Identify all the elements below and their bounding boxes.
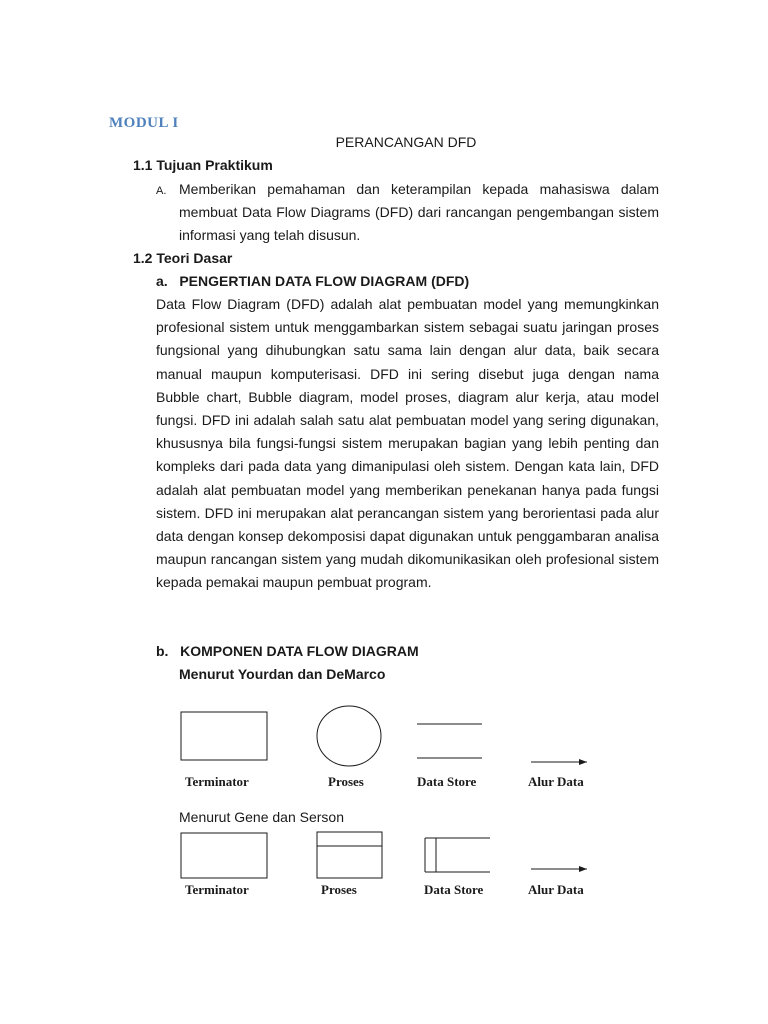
yourdan-datastore-shape	[417, 724, 482, 758]
gene-terminator-shape	[181, 833, 267, 878]
yourdan-process-shape	[317, 706, 381, 766]
yourdan-process-label: Proses	[328, 774, 364, 789]
gene-datastore-shape	[425, 838, 490, 872]
page-title: PERANCANGAN DFD	[335, 134, 477, 150]
gene-process-shape	[317, 832, 382, 878]
section-1-2-heading: 1.2 Teori Dasar	[133, 250, 233, 266]
gene-terminator-label: Terminator	[185, 882, 249, 897]
gene-heading: Menurut Gene dan Serson	[179, 809, 344, 825]
yourdan-terminator-label: Terminator	[185, 774, 249, 789]
subsection-a-heading: a. PENGERTIAN DATA FLOW DIAGRAM (DFD)	[156, 273, 470, 289]
list-marker-a: A.	[156, 185, 167, 197]
objective-text: Memberikan pemahaman dan keterampilan kepada mahasiswa dalam membuat Data Flow Diagrams (DFD) dari rancangan pengembangan sistem informasi yang telah disusun.	[179, 181, 659, 244]
subsection-b-heading: b. KOMPONEN DATA FLOW DIAGRAM	[156, 643, 419, 659]
yourdan-heading: Menurut Yourdan dan DeMarco	[179, 666, 386, 682]
section-1-1-heading: 1.1 Tujuan Praktikum	[133, 157, 273, 173]
gene-dataflow-label: Alur Data	[528, 882, 584, 897]
yourdan-datastore-label: Data Store	[417, 774, 477, 789]
gene-process-label: Proses	[321, 882, 357, 897]
module-label: MODUL I	[109, 115, 179, 131]
gene-datastore-label: Data Store	[424, 882, 484, 897]
yourdan-dataflow-label: Alur Data	[528, 774, 584, 789]
dfd-definition-paragraph: Data Flow Diagram (DFD) adalah alat pembuatan model yang memungkinkan profesional sistem untuk menggambarkan sistem sebagai suatu jaringan proses fungsional yang dihubungkan satu sama lain dengan alur data, baik secara manual maupun komputerisasi. DFD ini sering disebut juga dengan nama Bubble chart, Bubble diagram, model proses, diagram alur kerja, atau model fungsi. DFD ini adalah salah satu alat pembuatan model yang sering digunakan, khususnya bila fungsi-fungsi sistem merupakan bagian yang lebih penting dan kompleks dari pada data yang dimanipulasi oleh sistem. Dengan kata lain, DFD adalah alat pembuatan model yang memberikan penekanan hanya pada fungsi sistem. DFD ini merupakan alat perancangan sistem yang berorientasi pada alur data dengan konsep dekomposisi dapat digunakan untuk penggambaran analisa maupun rancangan sistem yang mudah dikomunikasikan oleh profesional sistem kepada pemakai maupun pembuat program.	[156, 296, 659, 591]
yourdan-terminator-shape	[181, 712, 267, 760]
